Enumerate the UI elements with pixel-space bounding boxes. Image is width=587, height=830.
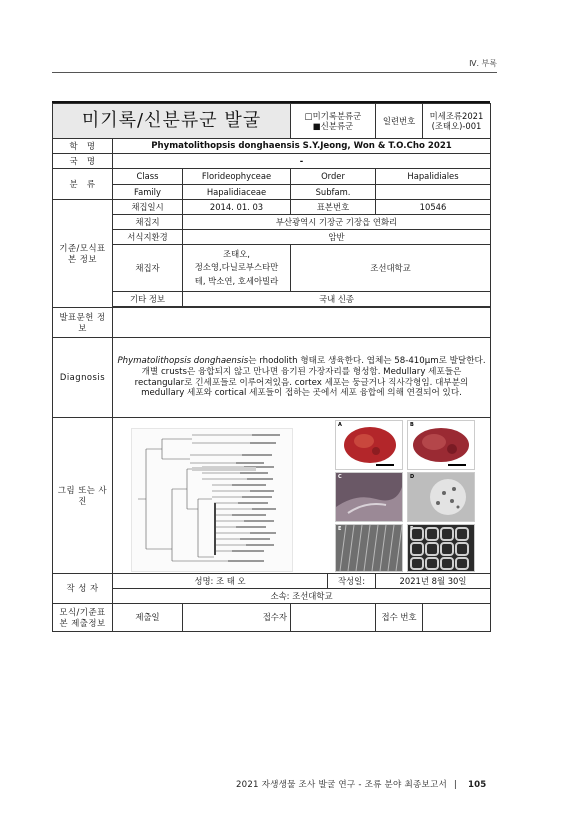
receipt-number-label: 접수 번호 xyxy=(376,604,423,632)
sem-filaments-e-graphic xyxy=(336,525,402,571)
literature-value xyxy=(113,308,491,338)
author-name: 성명: 조 태 오 xyxy=(113,574,328,589)
option-unrecorded[interactable]: □미기록분류군 xyxy=(304,110,362,121)
order-label: Order xyxy=(291,169,376,185)
order-value: Hapalidiales xyxy=(376,169,491,185)
habitat-label: 서식지환경 xyxy=(113,230,183,245)
locality-label: 채집지 xyxy=(113,215,183,230)
institution: 조선대학교 xyxy=(291,245,491,292)
collector-label: 채집자 xyxy=(113,245,183,292)
collector-line-1: 조태오, xyxy=(223,248,250,259)
panel-label-d: D xyxy=(410,474,415,480)
habitat: 암반 xyxy=(183,230,491,245)
rhodolith-specimen-a-graphic xyxy=(336,421,402,469)
record-sheet xyxy=(52,101,490,639)
serial-value xyxy=(423,104,491,139)
panel-label-e: E xyxy=(338,526,342,532)
collector-line-2: 정소영,다닐로부스타만 xyxy=(194,262,279,273)
collection-date: 2014. 01. 03 xyxy=(183,200,291,215)
panel-label-b: B xyxy=(410,422,414,428)
collection-date-label: 채집일시 xyxy=(113,200,183,215)
submit-date-cell xyxy=(183,604,291,632)
figure-label: 그림 또는 사진 xyxy=(53,418,113,574)
panel-label-c: C xyxy=(338,474,342,480)
serial-line-2: (조태오)-001 xyxy=(431,121,482,131)
photo-panel-d xyxy=(407,472,475,522)
photo-panel-b xyxy=(407,420,475,470)
diagnosis-text xyxy=(113,338,491,418)
collector-line-3: 테, 박소연, 호세아빌라 xyxy=(194,275,279,286)
phylogenetic-tree-graphic xyxy=(132,429,292,571)
family-label: Family xyxy=(113,185,183,200)
photo-panel-a xyxy=(335,420,403,470)
written-date: 2021년 8월 30일 xyxy=(376,574,491,589)
option-new-taxon[interactable]: ■신분류군 xyxy=(312,121,354,131)
subfam-label: Subfam. xyxy=(291,185,376,200)
sheet-title: 미기록/신분류군 발굴 xyxy=(53,104,291,139)
scientific-name: Phymatolithopsis donghaensis S.Y.Jeong, Won & T.O.Cho 2021 xyxy=(113,139,491,154)
receiver-value xyxy=(291,604,376,632)
photo-panel-e xyxy=(335,524,403,572)
page-number: 105 xyxy=(467,780,487,790)
specimen-info-label: 기준/모식표본 정보 xyxy=(53,200,113,308)
rhodolith-specimen-b-graphic xyxy=(408,421,474,469)
header-divider xyxy=(52,72,497,73)
sem-surface-d-graphic xyxy=(408,473,474,521)
scientific-name-label: 학 명 xyxy=(53,139,113,154)
photo-panel-f xyxy=(407,524,475,572)
receipt-number-value xyxy=(423,604,491,632)
diagnosis-label: Diagnosis xyxy=(53,338,113,418)
other-info: 국내 신종 xyxy=(183,292,491,307)
photo-panel-c xyxy=(335,472,403,522)
subfam-value xyxy=(376,185,491,200)
literature-label: 발표문헌 정보 xyxy=(53,308,113,338)
author-label: 작 성 자 xyxy=(53,574,113,604)
diagnosis-body: 는 rhodolith 형태로 생육한다. 엽체는 58-410μm로 발달한다. 개별 crusts은 융합되지 않고 만나면 융기된 가장자리를 형성함. Medullary 세포들은 rectangular로 긴세포들로 이루어져있음. cortex 세포는 둥글거나 직사각형임. 대부분의 medullary 세포와 cortical 세포들이 접하는 곳에서 세포 융합에 의해 연결되어 있다. xyxy=(134,356,486,399)
collectors xyxy=(183,245,291,292)
serial-label: 일련번호 xyxy=(376,104,423,139)
submission-label: 모식/기준표본 제출정보 xyxy=(53,604,113,632)
locality: 부산광역시 기장군 기장읍 연화리 xyxy=(183,215,491,230)
record-table xyxy=(52,103,491,632)
panel-label-a: A xyxy=(338,422,342,428)
panel-label-f: F xyxy=(410,526,414,532)
class-label: Class xyxy=(113,169,183,185)
other-info-label: 기타 정보 xyxy=(113,292,183,307)
author-affiliation: 소속: 조선대학교 xyxy=(113,589,491,604)
page-footer xyxy=(236,778,487,790)
class-value: Florideophyceae xyxy=(183,169,291,185)
korean-name: - xyxy=(113,154,491,169)
diagnosis-species: Phymatolithopsis donghaensis xyxy=(117,356,249,367)
figure-cell xyxy=(113,418,491,574)
cross-section-c-graphic xyxy=(336,473,402,521)
specimen-number: 10546 xyxy=(376,200,491,215)
specimen-photos xyxy=(335,420,475,572)
submit-date-label: 제출일 xyxy=(113,604,183,632)
report-title: 2021 자생생물 조사 발굴 연구 - 조류 분야 최종보고서 xyxy=(236,780,447,790)
classification-label: 분 류 xyxy=(53,169,113,200)
serial-line-1: 미세조류2021 xyxy=(429,110,484,121)
receiver-label: 접수자 xyxy=(262,612,287,623)
family-value: Hapalidiaceae xyxy=(183,185,291,200)
specimen-number-label: 표본번호 xyxy=(291,200,376,215)
section-header: Ⅳ. 부록 xyxy=(469,59,497,68)
korean-name-label: 국 명 xyxy=(53,154,113,169)
sem-cells-f-graphic xyxy=(408,525,474,571)
phylogenetic-tree-figure xyxy=(131,428,293,572)
written-date-label: 작성일: xyxy=(328,574,376,589)
footer-separator: | xyxy=(453,780,458,790)
taxon-type-options xyxy=(291,104,376,139)
